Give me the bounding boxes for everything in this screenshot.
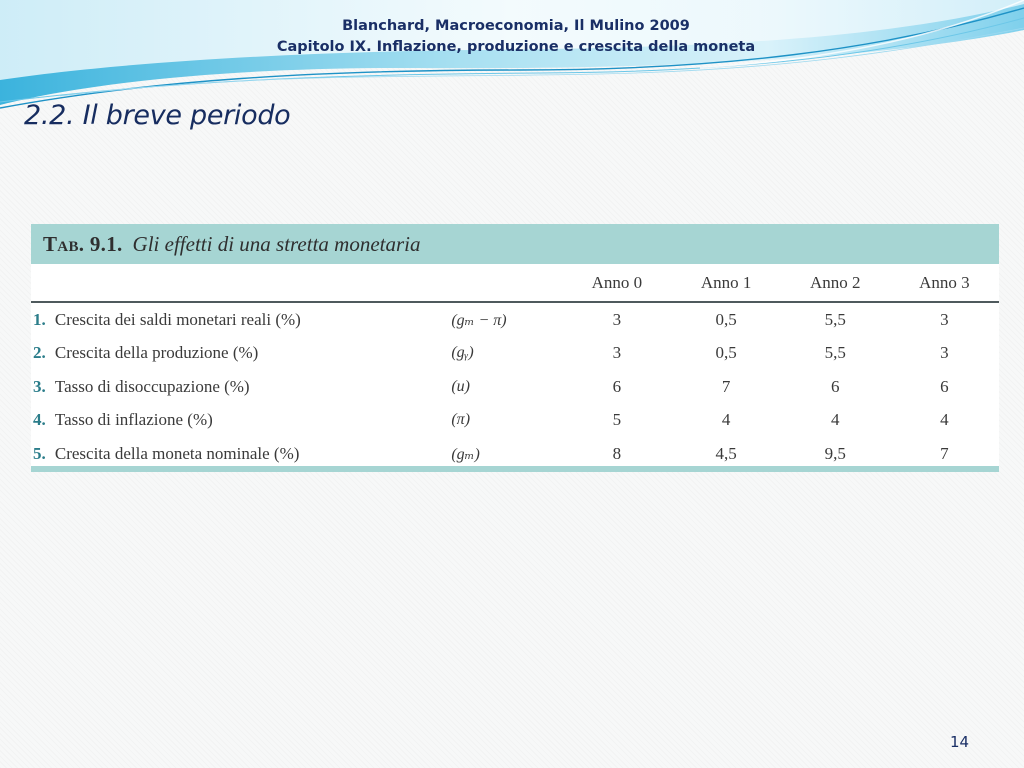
- row-number: 3.: [33, 376, 46, 396]
- cell-value: 6: [830, 376, 840, 396]
- header-line-2: Capitolo IX. Inflazione, produzione e crescita della moneta: [276, 39, 756, 55]
- data-table-figure: [31, 224, 999, 472]
- cell-value: 5,5: [824, 343, 846, 363]
- cell-value: 7: [940, 443, 949, 463]
- table-caption: Gli effetti di una stretta monetaria: [132, 231, 421, 256]
- row-number: 2.: [33, 343, 46, 363]
- row-label: Tasso di inflazione (%): [54, 410, 213, 430]
- cell-value: 7: [721, 376, 731, 396]
- cell-value: 4: [830, 410, 840, 430]
- row-label: Crescita dei saldi monetari reali (%): [54, 309, 301, 329]
- table-header-row: [31, 264, 999, 302]
- data-table: [31, 264, 999, 471]
- table-bottom-rule: [31, 466, 999, 472]
- cell-value: 0,5: [715, 309, 737, 329]
- row-symbol: (gₘ): [451, 445, 480, 463]
- cell-value: 3: [940, 343, 949, 363]
- row-number: 5.: [33, 443, 46, 463]
- table-number: Tab. 9.1.: [43, 231, 123, 256]
- row-label: Tasso di disoccupazione (%): [54, 376, 250, 396]
- cell-value: 6: [940, 376, 949, 396]
- table-row: [31, 302, 999, 337]
- header-empty-num: [31, 264, 55, 302]
- cell-value: 8: [612, 443, 622, 463]
- cell-value: 4: [721, 410, 731, 430]
- cell-value: 3: [612, 343, 622, 363]
- cell-value: 5,5: [824, 309, 846, 329]
- table-row: [31, 337, 999, 371]
- row-label: Crescita della produzione (%): [54, 343, 259, 363]
- cell-value: 6: [612, 376, 622, 396]
- table-caption-bar: [31, 224, 999, 264]
- cell-value: 0,5: [715, 343, 737, 363]
- cell-value: 4,5: [715, 443, 737, 463]
- header-citation: [0, 16, 1024, 58]
- cell-value: 5: [612, 410, 622, 430]
- row-symbol: (u): [451, 377, 470, 395]
- cell-value: 3: [612, 309, 622, 329]
- page-number: 14: [950, 733, 970, 751]
- header-line-1: Blanchard, Macroeconomia, Il Mulino 2009: [342, 18, 690, 34]
- row-number: 1.: [33, 309, 46, 329]
- cell-value: 4: [940, 410, 949, 430]
- header-empty-label: [55, 264, 451, 302]
- column-header: Anno 1: [672, 264, 781, 302]
- table-row: [31, 370, 999, 404]
- row-label: Crescita della moneta nominale (%): [54, 443, 300, 463]
- cell-value: 3: [940, 309, 949, 329]
- slide-title: 2.2. Il breve periodo: [24, 100, 291, 131]
- header-empty-symbol: [451, 264, 562, 302]
- row-symbol: (gᵧ): [451, 344, 474, 362]
- column-header: Anno 3: [890, 264, 999, 302]
- row-symbol: (gₘ − π): [451, 311, 507, 329]
- table-row: [31, 404, 999, 438]
- row-symbol: (π): [451, 411, 471, 429]
- column-header: Anno 2: [781, 264, 890, 302]
- cell-value: 9,5: [824, 443, 846, 463]
- column-header: Anno 0: [562, 264, 671, 302]
- row-number: 4.: [33, 410, 46, 430]
